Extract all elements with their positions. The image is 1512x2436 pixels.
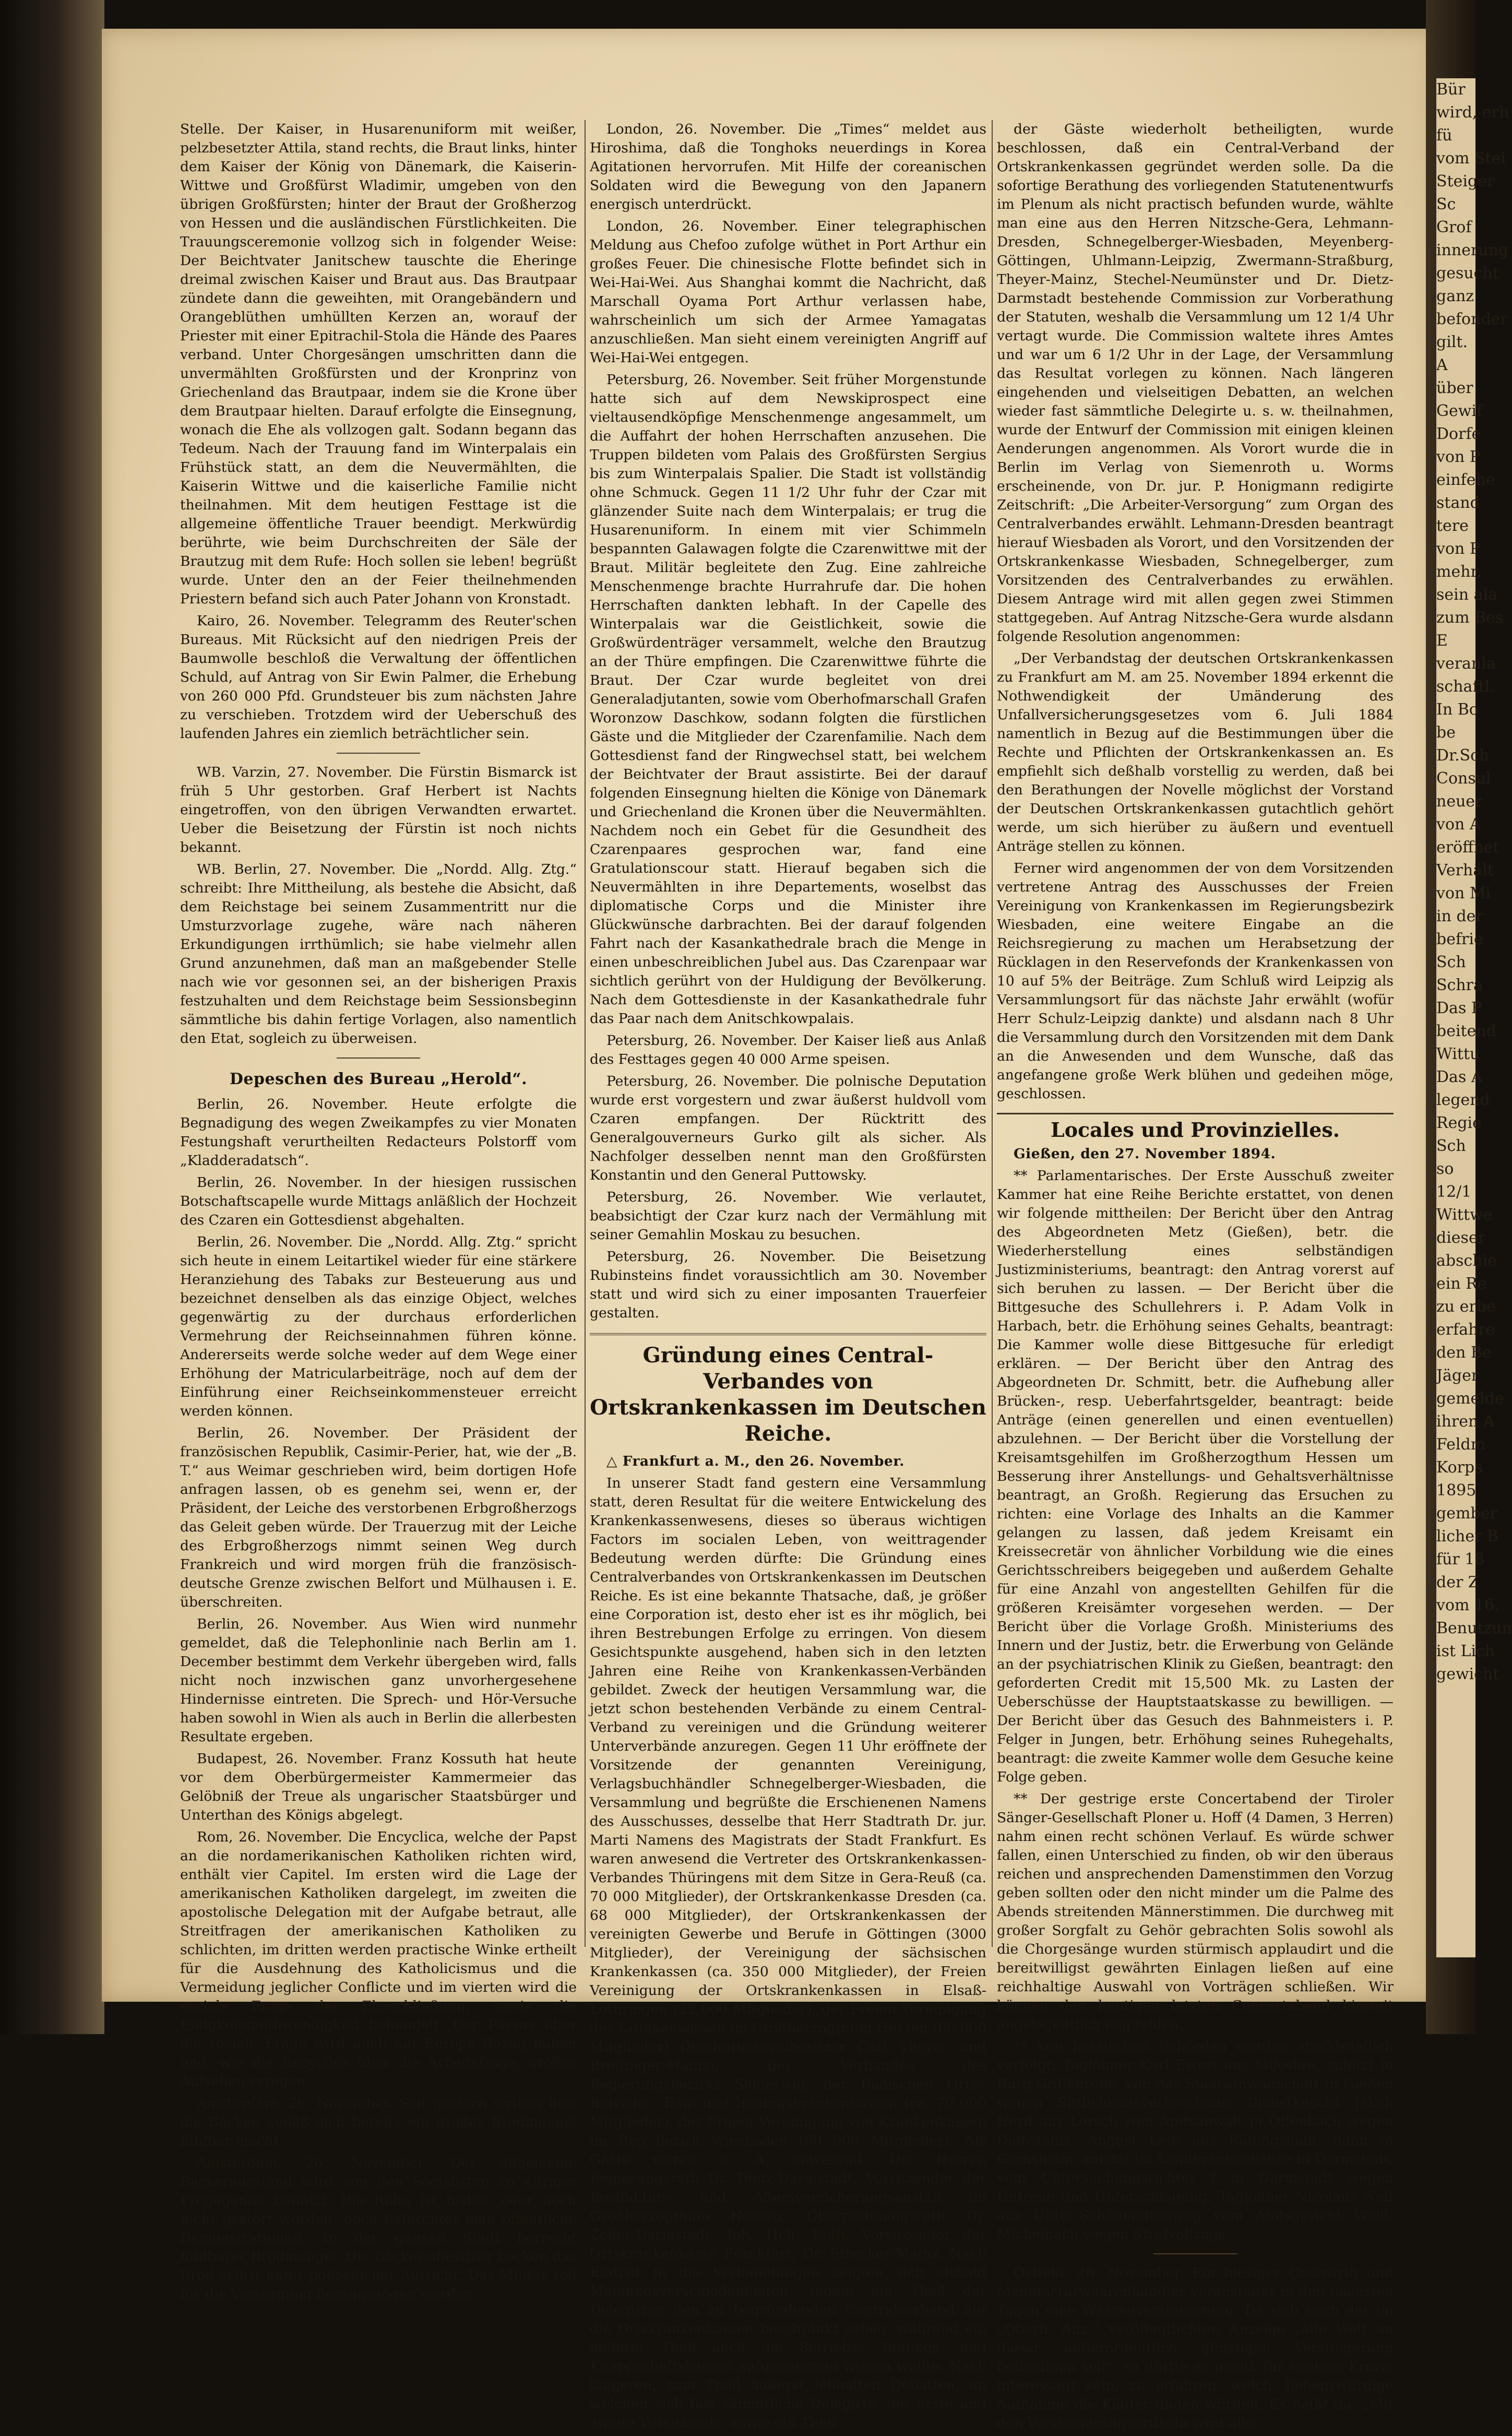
adjacent-page-text: Sc bbox=[1436, 195, 1456, 213]
adjacent-page-text: dieser bbox=[1436, 1229, 1486, 1247]
adjacent-page-text: Benutzun bbox=[1436, 1619, 1512, 1637]
adjacent-page-text: für 18 bbox=[1436, 1550, 1485, 1568]
article-dateline: Gießen, den 27. November 1894. bbox=[1014, 1146, 1276, 1162]
adjacent-page-text: gemelde bbox=[1436, 1389, 1504, 1408]
adjacent-page-text: Dr.Sch bbox=[1436, 746, 1490, 765]
adjacent-page-text: fü bbox=[1436, 126, 1453, 145]
adjacent-page-text: gember bbox=[1436, 1504, 1497, 1523]
news-item: Petersburg, 26. November. Die Beisetzung Rubinsteins findet voraussichtlich am 30. November statt und wird sich zu einer imposanten Trauerfeier gestalten. bbox=[590, 1249, 986, 1321]
adjacent-page-text: gesucht bbox=[1436, 264, 1499, 282]
news-item: ** Der gestrige erste Concertabend der Tiroler Sänger-Gesellschaft Ploner u. Hoff (4 Damen, 3 Herren) nahm einen recht schönen Verlauf. Es würde schwer fallen, einen Unterschied zu finden, ob wir den überaus reichen und ansprechenden Damenstimmen den Vorzug geben sollten oder den nicht minder um die Palme des Abends streitenden Männerstimmen. Die durchweg mit großer Sorgfalt zu Gehör gebrachten Solis sowohl als die Chorgesänge wurden stürmisch applaudirt und die bereitwilligst gewährten Einlagen ließen auf eine reichhaltige Auswahl von Vorträgen schließen. Wir können den heutigen letzten Concertabend hiermit angelegentlich empfehlen. bbox=[997, 1791, 1394, 2033]
adjacent-page-text: vom 16. bbox=[1436, 1596, 1499, 1614]
news-item: „Der Verbandstag der deutschen Ortskrankenkassen zu Frankfurt am M. am 25. November 1894 erkennt die Nothwendigkeit der Umänderung des Unfallversicherungsgesetzes vom 6. Juli 1884 namentlich in Bezug auf die Bestimmungen über die Rechte und Pflichten der Ortskrankenkassen an. Es empfiehlt sich deßhalb vorstellig zu werden, daß bei den Berathungen der Novelle möglichst der Vorstand der Deutschen Ortskrankenkassen gutachtlich gehört werde, um sich hierüber zu äußern und eventuell Anträge stellen zu können. bbox=[997, 650, 1394, 854]
adjacent-page-text: von P bbox=[1436, 448, 1481, 466]
adjacent-page-text: legend bbox=[1436, 1091, 1490, 1109]
news-item: Berlin, 26. November. In der hiesigen russischen Botschaftscapelle wurde Mittags anläßlich der Hochzeit des Czaren ein Gottesdienst abgehalten. bbox=[180, 1174, 577, 1228]
adjacent-page-text: innerung bbox=[1436, 241, 1509, 259]
adjacent-page-text: vom Stei bbox=[1436, 149, 1506, 168]
column-3 bbox=[997, 120, 1394, 2436]
adjacent-page-text: 1895 bbox=[1436, 1481, 1477, 1500]
column-1 bbox=[180, 120, 577, 2307]
adjacent-page-text: Verhält bbox=[1436, 861, 1494, 880]
news-item: Amsterdam, 26. November. Der allgemeine Bäckerausstand wird von den Socialisten zu eifriger Propaganda benutzt. Die Ruhe ist bisher zwar noch nicht gestört worden, doch befürchtet man öffentliche Demonstrationen. In der ganzen Stadt herrscht fühlbarer Brodmangel. Die Bäckereibesitzer backen das Brod selbst unter polizeilicher Aufsicht. Das Militär soll für die Versorgung herangezogen werden. bbox=[180, 2155, 577, 2302]
adjacent-page-text: Korps bbox=[1436, 1458, 1483, 1477]
adjacent-page-text: ganz bbox=[1436, 287, 1474, 305]
news-item: Berlin, 26. November. Die „Nordd. Allg. Ztg.“ spricht sich heute in einem Leitartikel wieder für eine stärkere Heranziehung des Tabaks zur Besteuerung aus und bezeichnet denselben als das einzige Object, welches gegenwärtig zu der durchaus erforderlichen Vermehrung der Reichseinnahmen führen könne. Andererseits werde solche weder auf dem Wege einer Erhöhung der Matricularbeiträge, noch auf dem der Einführung einer Reichseinkommensteuer erreicht werden können. bbox=[180, 1234, 577, 1419]
adjacent-page-text: zu erbe bbox=[1436, 1298, 1496, 1316]
adjacent-page-text: stand bbox=[1436, 494, 1480, 512]
adjacent-page-text: einfehe bbox=[1436, 471, 1495, 489]
adjacent-page-text: zum Bes bbox=[1436, 609, 1504, 627]
adjacent-page-text: Steiger bbox=[1436, 172, 1495, 191]
adjacent-page-text: Wittu bbox=[1436, 1045, 1480, 1063]
news-item: ** Parlamentarisches. Der Erste Ausschuß zweiter Kammer hat eine Reihe Berichte erstattet, von denen wir folgende mittheilen: Der Bericht über den Antrag des Abgeordneten Metz (Gießen), betr. die Wiederherstellung eines selbständigen Justizministeriums, beantragt: den Antrag vorerst auf sich beruhen zu lassen. — Der Bericht über die Bittgesuche des Schullehrers i. P. Adam Volk in Harbach, betr. die Erhöhung seines Gehalts, beantragt: Die Kammer wolle diese Bittgesuche für erledigt erklären. — Der Bericht über den Antrag des Abgeordneten Dr. Schmitt, betr. die Aufhebung aller Brücken-, resp. Ueberfahrtsgelder, beantragt: beide Anträge (einen generellen und einen eventuellen) abzulehnen. — Der Bericht über die Vorstellung der Kreisamtsgehilfen im Großherzogthum Hessen um Besserung ihrer Anstellungs- und Gehaltsverhältnisse beantragt, an Großh. Regierung das Ersuchen zu richten: eine Vorlage des Inhalts an die Kammer gelangen zu lassen, daß jedem Kreisamt ein Kreissecretär von ähnlicher Vorbildung wie die eines Gerichtsschreibers beigegeben und außerdem Gehalte für eine Anzahl von angestellten Gehilfen für die größeren Kreisämter vorgesehen werden. — Der Bericht über die Vorlage Großh. Ministeriums des Innern und der Justiz, betr. die Erwerbung von Gelände an der psychiatrischen Klinik zu Gießen, beantragt: den geforderten Credit mit 15,500 Mk. zu Lasten der Ueberschüsse der Hauptstaatskasse zu bewilligen. — Der Bericht über das Gesuch des Bahnmeisters i. P. Felger in Jungen, betr. Erhöhung seines Ruhegehalts, beantragt: die zweite Kammer wolle dem Gesuche keine Folge geben. bbox=[997, 1168, 1394, 1785]
news-item: London, 26. November. Die „Times“ meldet aus Hiroshima, daß die Tonghoks neuerdings in Korea Agitationen hervorrufen. Mit Hilfe der coreanischen Soldaten wird die Bewegung von den Japanern energisch unterdrückt. bbox=[590, 121, 986, 212]
adjacent-page-fragment bbox=[1436, 78, 1512, 1957]
local-news-heading: Locales und Provinzielles. bbox=[997, 1113, 1394, 1139]
adjacent-page-text: erfahre bbox=[1436, 1321, 1495, 1339]
news-item: Amsterdam, 26. November. Seit gestern striken hier die Bäcker, sodaß sich bereits ein großer Brodmangel fühlbar macht. bbox=[180, 2095, 577, 2149]
adjacent-page-text: Regie bbox=[1436, 1114, 1482, 1132]
adjacent-page-text: der Z bbox=[1436, 1573, 1479, 1591]
adjacent-page-text: Consul bbox=[1436, 769, 1491, 788]
adjacent-page-text: In Bo bbox=[1436, 700, 1479, 719]
adjacent-page-text: Grof bbox=[1436, 218, 1472, 236]
adjacent-page-text: A bbox=[1436, 356, 1448, 374]
adjacent-page-text: in der bbox=[1436, 907, 1483, 925]
adjacent-page-text: ist Lich bbox=[1436, 1642, 1495, 1660]
adjacent-page-text: gewicht bbox=[1436, 1665, 1499, 1683]
adjacent-page-text: Gewif bbox=[1436, 402, 1483, 420]
news-item: Ostfeld, 26. November. Ein hiesiger Gastwirth und Manufacturwaarenhändler veranstaltet in den nächsten Tagen eine Waarenversteigerung. Da sich nach der im „Oberh. Anz.“ veröffentlichten Anzeige „alle Welt an dieser außerordentlich günstigen Versteigerung betheiligen soll“, so dürfte es gewiß für weitere Kreise interessant sein, zu erfahren, welch' liebenswürdige Aufnahme die Käufer finden würden. Es heißt da: „Mit den Versteigerungsartikeln wird alle bbox=[997, 2265, 1394, 2431]
adjacent-page-text: ein Re bbox=[1436, 1275, 1487, 1293]
adjacent-page-text: von A bbox=[1436, 815, 1481, 834]
adjacent-page-text: mehr, bbox=[1436, 563, 1482, 581]
adjacent-page-text: wird, erh bbox=[1436, 103, 1509, 122]
section-heading: Depeschen des Bureau „Herold“. bbox=[229, 1070, 528, 1088]
adjacent-page-text: Das P bbox=[1436, 999, 1482, 1017]
adjacent-page-text: Feldm bbox=[1436, 1435, 1486, 1454]
adjacent-page-text: tere bbox=[1436, 517, 1469, 535]
article-headline: Gründung eines Central-Verbandes von Ortskrankenkassen im Deutschen Reiche. bbox=[590, 1333, 986, 1447]
news-item: In unserer Stadt fand gestern eine Versammlung statt, deren Resultat für die weitere Entwickelung des Krankenkassenwesens, dieses so überaus wichtigen Factors im socialen Leben, von weittragender Bedeutung werden dürfte: Die Gründung eines Centralverbandes von Ortskrankenkassen im Deutschen Reiche. Es ist eine bekannte Thatsache, daß, je größer eine Corporation ist, desto eher ist es ihr möglich, bei ihren Bestrebungen Erfolge zu erringen. Von diesem Gesichtspunkte ausgehend, haben sich in den letzten Jahren eine Reihe von Krankenkassen-Verbänden gebildet. Zweck der heutigen Versammlung war, die jetzt schon bestehenden Verbände zu einem Central-Verband zu vereinigen und die Gründung weiterer Unterverbände anzuregen. Gegen 11 Uhr eröffnete der Vorsitzende der genannten Vereinigung, Verlagsbuchhändler Schnegelberger-Wiesbaden, die Versammlung und begrüßte die Erschienenen Namens des Ausschusses, desselbe that Herr Stadtrath Dr. jur. Marti Namens des Magistrats der Stadt Frankfurt. Es waren anwesend die Vertreter des Ortskrankenkassen-Verbandes Thüringens mit dem Sitze in Gera-Reuß (ca. 70 000 Mitglieder), der Ortskrankenkasse Dresden (ca. 68 000 Mitglieder), der Ortskrankenkassen der vereinigten Gewerbe und Berufe in Göttingen (3000 Mitglieder), der Vereinigung der sächsischen Krankenkassen (ca. 350 000 Mitglieder), der Freien Vereinigung der Ortskrankenkassen in Elsaß-Lothringen (22 000 Mitglieder), der Freien Vereinigung der Krankenkassen im Großherzogthum Hessen (60 000 Mitglieder) (Buchdruckereibesitzer Carl Theyer und Breitinger-Mainz), des Verbandes des Regierungsbezirks Schleswig, der Badischen Orts-, Betriebs-, Bau- und Innungskrankenkassen (ca. 70 000 Mitglieder), der Freien Vereinigung von Krankenkassen im Reg.-Bezirk Wiesbaden (60 000 Mitglieder). Als Gäste waren u. A. anwesend: Die Herren Regierungsrath Dr. Dietz-Darmstadt, Vorsitzender der Invaliditäts- und Altersversicherungsanstalt im Großherzogthum Hessen, Oberrechnungsrath Dr. Zeller-Darmstadt, Joh. Hch. Roth, Vorsitzender der Ortskrankenkasse Frankfurt, Dr. Strecker-Mainz. Nach Eintritt in die Verhandlungen zeigten sich alsbald Meinungsverschiedenheiten, indem ein Theil der Delegirten den zu begründenden Centralverband auf die Ortskrankenkassen beschränkt sehen, während ein anderer Theil auch die Betriebs-, Innungs- und Knappschaftskassen aufgenommen wissen wollte. Nach längeren, zum Theil äußerst lebhaften Debatten, an welchen sich fast sämmtliche Delegirte, der erste und zweite Vorsitzende, sowie ein Theil bbox=[590, 1475, 986, 2431]
news-item: Berlin, 26. November. Der Präsident der französischen Republik, Casimir-Perier, hat, wie der „B. T.“ aus Weimar geschrieben wird, beim dortigen Hofe anfragen lassen, ob es genehm sei, wenn er, der Präsident, der Leiche des verstorbenen Erbgroßherzogs das Geleit geben würde. Der Trauerzug mit der Leiche des Erbgroßherzogs nimmt seinen Weg durch Frankreich und wird morgen früh die französisch-deutsche Grenze zwischen Belfort und Mülhausen i. E. überschreiten. bbox=[180, 1425, 577, 1610]
news-item: Petersburg, 26. November. Seit früher Morgenstunde hatte sich auf dem Newskiprospect eine vieltausendköpfige Menschenmenge angesammelt, um die Auffahrt der hohen Herrschaften anzusehen. Die Truppen bildeten vom Palais des Großfürsten Sergius bis zum Winterpalais Spalier. Die Stadt ist vollständig ohne Schmuck. Gegen 11 1/2 Uhr fuhr der Czar mit glänzender Suite nach dem Winterpalais; er trug die Husarenuniform. In einem mit vier Schimmeln bespannten Galawagen folgte die Czarenwittwe mit der Braut. Militär begleitete den Zug. Eine zahlreiche Menschenmenge brachte Hurrahrufe dar. Die hohen Herrschaften dankten lebhaft. In der Capelle des Winterpalais war die Geistlichkeit, sowie die Großwürdenträger versammelt, welche den Brautzug an der Thüre empfingen. Die Czarenwittwe führte die Braut. Der Czar wurde begleitet von drei Generaladjutanten, sowie vom Oberhofmarschall Grafen Woronzow Daschkow, sodann folgten die fürstlichen Gäste und die Mitglieder der Czarenfamilie. Nach dem Gottesdienst fand der Ringwechsel statt, bei welchem der Beichtvater der Braut assistirte. Bei der darauf folgenden Einsegnung hielten die Könige von Dänemark und Griechenland die Kronen über die Neuvermählten. Nachdem noch ein Gebet für die Gesundheit des Czarenpaares gesprochen war, fand eine Gratulationscour statt. Hierauf begaben sich die Neuvermählten in ihre Departements, woselbst das diplomatische Corps und die Minister ihre Glückwünsche darbrachten. Bei der darauf folgenden Fahrt nach der Kasankathedrale brach die Menge in einen unbeschreiblichen Jubel aus. Das Czarenpaar war sichtlich gerührt von der Huldigung der Bevölkerung. Nach dem Gottesdienste in der Kasankathedrale fuhr das Paar nach dem Anitschkowpalais. bbox=[590, 372, 986, 1027]
adjacent-page-text: licher B bbox=[1436, 1527, 1498, 1546]
news-item: Stelle. Der Kaiser, in Husarenuniform mit weißer, pelzbesetzter Attila, stand rechts, die Braut links, hinter dem Kaiser der König von Dänemark, die Kaiserin-Wittwe und Großfürst Wladimir, umgeben von den übrigen Großfürsten; hinter der Braut der Großherzog von Hessen und die ausländischen Fürstlichkeiten. Die Trauungsceremonie vollzog sich in folgender Weise: Der Beichtvater Janitschew tauschte die Eheringe dreimal zwischen Kaiser und Braut aus. Das Brautpaar zündete dann die geweihten, mit Orangebändern und Orangeblüthen umhüllten Kerzen an, worauf der Priester mit einer Epitrachil-Stola die Hände des Paares verband. Unter Chorgesängen umschritten dann die unvermählten Großfürsten und der Kronprinz von Griechenland das Brautpaar, indem sie die Krone über dem Brautpaar hielten. Darauf erfolgte die Einsegnung, wonach die Ehe als vollzogen galt. Sodann begann das Tedeum. Nach der Trauung fand im Winterpalais ein Frühstück statt, an dem die Neuvermählten, die Kaiserin Wittwe und die kaiserliche Familie nicht theilnahmen. Mit dem heutigen Festtage ist die allgemeine öffentliche Trauer beendigt. Merkwürdig berührte, wie beim Durchschreiten der Säle der Brautzug mit dem Rufe: Hoch sollen sie leben! begrüßt wurde. Unter den an der Feier theilnehmenden Priestern befand sich auch Pater Johann von Kronstadt. bbox=[180, 121, 577, 607]
article-dateline: △ Frankfurt a. M., den 26. November. bbox=[606, 1453, 904, 1469]
adjacent-page-text: abschie bbox=[1436, 1252, 1497, 1270]
adjacent-page-text: befrie bbox=[1436, 930, 1483, 948]
news-item: WB. Varzin, 27. November. Die Fürstin Bismarck ist früh 5 Uhr gestorben. Graf Herbert ist Nachts eingetroffen, von den übrigen Verwandten erwartet. Ueber die Beisetzung der Fürstin ist noch nichts bekannt. bbox=[180, 764, 577, 855]
adjacent-page-text: ihren A bbox=[1436, 1412, 1495, 1431]
news-item: Budapest, 26. November. Franz Kossuth hat heute vor dem Oberbürgermeister Kammermeier das Gelöbniß der Treue als ungarischer Staatsbürger und Unterthan des Königs abgelegt. bbox=[180, 1751, 577, 1823]
news-item: WB. Berlin, 27. November. Die „Nordd. Allg. Ztg.“ schreibt: Ihre Mittheilung, als bestehe die Absicht, daß dem Reichstage bei seinem Zusammentritt nur die Umsturzvorlage zugehe, wäre nach näheren Erkundigungen irrthümlich; sie habe vielmehr allen Grund anzunehmen, daß man an maßgebender Stelle nach wie vor gesonnen sei, an der bisherigen Praxis festzuhalten und dem Reichstage beim Sessionsbeginn sämmtliche bis dahin fertige Vorlagen, also namentlich den Etat, sogleich zu überweisen. bbox=[180, 861, 577, 1047]
news-item: Berlin, 26. November. Aus Wien wird nunmehr gemeldet, daß die Telephonlinie nach Berlin am 1. December bestimmt dem Verkehr übergeben wird, falls nicht noch inzwischen ganz unvorhergesehene Hindernisse eintreten. Die Sprech- und Hör-Versuche haben sowohl in Wien als auch in Berlin die allerbesten Resultate ergeben. bbox=[180, 1616, 577, 1745]
adjacent-page-text: gilt. bbox=[1436, 333, 1468, 351]
adjacent-page-text: veranla bbox=[1436, 655, 1496, 673]
adjacent-page-text: 12/1 bbox=[1436, 1183, 1472, 1201]
adjacent-page-text: von Mi bbox=[1436, 884, 1491, 902]
adjacent-page-text: Sch bbox=[1436, 1137, 1466, 1155]
scan-binding-shadow bbox=[0, 0, 104, 2034]
adjacent-page-text: von P bbox=[1436, 540, 1481, 558]
adjacent-page-text: über bbox=[1436, 379, 1473, 397]
news-item: Berlin, 26. November. Heute erfolgte die Begnadigung des wegen Zweikampfes zu vier Monaten Festungshaft verurtheilten Redacteurs Polstorff vom „Kladderadatsch“. bbox=[180, 1096, 577, 1169]
adjacent-page-text: Das A bbox=[1436, 1068, 1483, 1086]
adjacent-page-text: E bbox=[1436, 632, 1448, 650]
news-item: Rom, 26. November. Die Encyclica, welche der Papst an die nordamerikanischen Katholiken richten wird, enthält vier Capitel. Im ersten wird die Lage der amerikanischen Katholiken dargelegt, im zweiten die apostolische Delegation mit der Aufgabe betraut, alle Streitfragen der amerikanischen Katholiken zu schlichten, im dritten werden practische Winke ertheilt für die Ausdehnung des Katholicismus und die Vermeidung jeglicher Conflicte und im vierten wird die sociale Frage der Eheschließung, sowie die Einigkeitsnothwendigkeit behandelt. Der Passus über die sociale Frage wird auch auf Europa Bezug haben und, wie die Encyclica über die Arbeitsfrage, großes Aufsehen erregen. bbox=[180, 1829, 577, 2089]
adjacent-page-text: be bbox=[1436, 723, 1456, 742]
column-divider bbox=[585, 120, 586, 1947]
adjacent-page-text: eröffnet bbox=[1436, 838, 1499, 857]
adjacent-page-text: so bbox=[1436, 1160, 1454, 1178]
adjacent-page-text: Dorfe bbox=[1436, 425, 1481, 443]
column-divider bbox=[992, 120, 993, 1947]
news-item: Kairo, 26. November. Telegramm des Reuter'schen Bureaus. Mit Rücksicht auf den niedrigen Preis der Baumwolle beschloß die Verwaltung der öffentlichen Schuld, auf Antrag von Sir Ewin Palmer, die Erhebung von 260 000 Pfd. Grundsteuer bis zum nächsten Jahre zu verschieben. Trotzdem wird der Ueberschuß des laufenden Jahres ein ziemlich beträchtlicher sein. bbox=[180, 613, 577, 742]
adjacent-page-text: Jäger bbox=[1436, 1366, 1479, 1385]
adjacent-page-text: den Be bbox=[1436, 1344, 1492, 1362]
adjacent-page-text: Schra bbox=[1436, 976, 1483, 994]
adjacent-page-text: Bür bbox=[1436, 80, 1466, 99]
news-item: Ferner wird angenommen der von dem Vorsitzenden vertretene Antrag des Ausschusses der Freien Vereinigung von Krankenkassen im Regierungsbezirk Wiesbaden, eine weitere Eingabe an die Reichsregierung zu machen um Herabsetzung der Rücklagen in den Reservefonds der Krankenkassen von 10 auf 5% der Beiträge. Zum Schluß wird Leipzig als Versammlungsort für das nächste Jahr erwählt (wofür Herr Schulz-Leipzig dankte) und alsdann nach 8 Uhr die Versammlung durch den Vorsitzenden mit dem Dank an die Anwesenden und dem Wunsche, daß das angefangene große Werk blühen und gedeihen möge, geschlossen. bbox=[997, 860, 1394, 1102]
adjacent-page-text: schaftl. bbox=[1436, 678, 1495, 696]
adjacent-page-text: Wittwe bbox=[1436, 1206, 1493, 1224]
news-item: Petersburg, 26. November. Die polnische Deputation wurde erst vorgestern und zwar äußerst huldvoll vom Czaren empfangen. Der Rücktritt des Generalgouverneurs Gurko gilt als sicher. Als Nachfolger desselben nennt man den Großfürsten Konstantin und den General Puttowsky. bbox=[590, 1073, 986, 1183]
adjacent-page-text: neuer bbox=[1436, 792, 1483, 811]
adjacent-page-text: beitend bbox=[1436, 1022, 1496, 1040]
news-item: ** Von hessischen Behörden werden steckbrieflich verfolgt: Taglöhner Karl Ewert aus Miloslaw, zuletzt in Burg-Gräfenrode, von der Staatsanwaltschaft in Gießen wegen Sittlichkeitsverbrechens; Dienstknecht Jakob Herd aus Lorsch vom Amtsanwalt in Offenbach wegen Diebstahls; August Lein aus Rüdingshain, dann in Gernsheim, zuletzt im Landkrankenhause in Darmstadt, vom Untersuchungsrichter I in Darmstadt wegen Untreue und Unterschlagung; Taglöhner Nicolaus Neff aus Unter-Schönmattenwag vom Amtsgericht Wald-Michelbach wegen Strafvollzugs. bbox=[997, 2038, 1394, 2242]
adjacent-page-text: Sch bbox=[1436, 953, 1466, 971]
adjacent-page-text: sein ala bbox=[1436, 586, 1497, 604]
news-item: London, 26. November. Einer telegraphischen Meldung aus Chefoo zufolge wüthet in Port Arthur ein großes Feuer. Die chinesische Flotte befindet sich in Wei-Hai-Wei. Aus Shanghai kommt die Nachricht, daß Marschall Oyama Port Arthur verlassen habe, wahrscheinlich um sich der Armee Yamagatas anzuschließen. Man sieht einem vereinigten Angriff auf Wei-Hai-Wei entgegen. bbox=[590, 218, 986, 366]
separator-rule bbox=[1153, 2253, 1237, 2254]
adjacent-page-text: befonder bbox=[1436, 310, 1508, 328]
newspaper-page bbox=[102, 29, 1435, 2431]
separator-rule bbox=[337, 753, 420, 754]
news-item: Petersburg, 26. November. Wie verlautet, beabsichtigt der Czar kurz nach der Vermählung mit seiner Gemahlin Moskau zu besuchen. bbox=[590, 1189, 986, 1243]
column-2 bbox=[590, 120, 986, 2435]
news-item: der Gäste wiederholt betheiligten, wurde beschlossen, daß ein Central-Verband der Ortskrankenkassen gegründet werden solle. Da die sofortige Berathung des vorliegenden Statutenentwurfs im Plenum als nicht practisch befunden wurde, wählte man eine aus den Herren Nitzsche-Gera, Lehmann-Dresden, Schnegelberger-Wiesbaden, Meyenberg-Göttingen, Uhlmann-Leipzig, Zwermann-Straßburg, Theyer-Mainz, Stechel-Neumünster und Dr. Dietz-Darmstadt bestehende Commission zur Vorberathung der Statuten, weshalb die Versammlung um 12 1/4 Uhr vertagt wurde. Die Commission waltete ihres Amtes und war um 6 1/2 Uhr in der Lage, der Versammlung das Resultat vorlegen zu können. Nach längeren eingehenden und vielseitigen Debatten, an welchen wieder fast sämmtliche Delegirte u. s. w. theilnahmen, wurde der Entwurf der Commission mit einigen kleinen Aenderungen angenommen. Als Vorort wurde die in Berlin im Verlag von Siemenroth u. Worms erscheinende, von Dr. jur. P. Honigmann redigirte Zeitschrift: „Die Arbeiter-Versorgung“ zum Organ des Centralverbandes erwählt. Lehmann-Dresden beantragt hierauf Wiesbaden als Vorort, und den Vorsitzenden der Ortskrankenkasse Wiesbaden, Schnegelberger, zum Vorsitzenden des Centralverbandes zu erwählen. Diesem Antrage wird mit allen gegen zwei Stimmen stattgegeben. Auf Antrag Nitzsche-Gera wurde alsdann folgende Resolution angenommen: bbox=[997, 121, 1394, 645]
separator-rule bbox=[337, 1057, 420, 1059]
news-item: Petersburg, 26. November. Der Kaiser ließ aus Anlaß des Festtages gegen 40 000 Arme speisen. bbox=[590, 1032, 986, 1067]
